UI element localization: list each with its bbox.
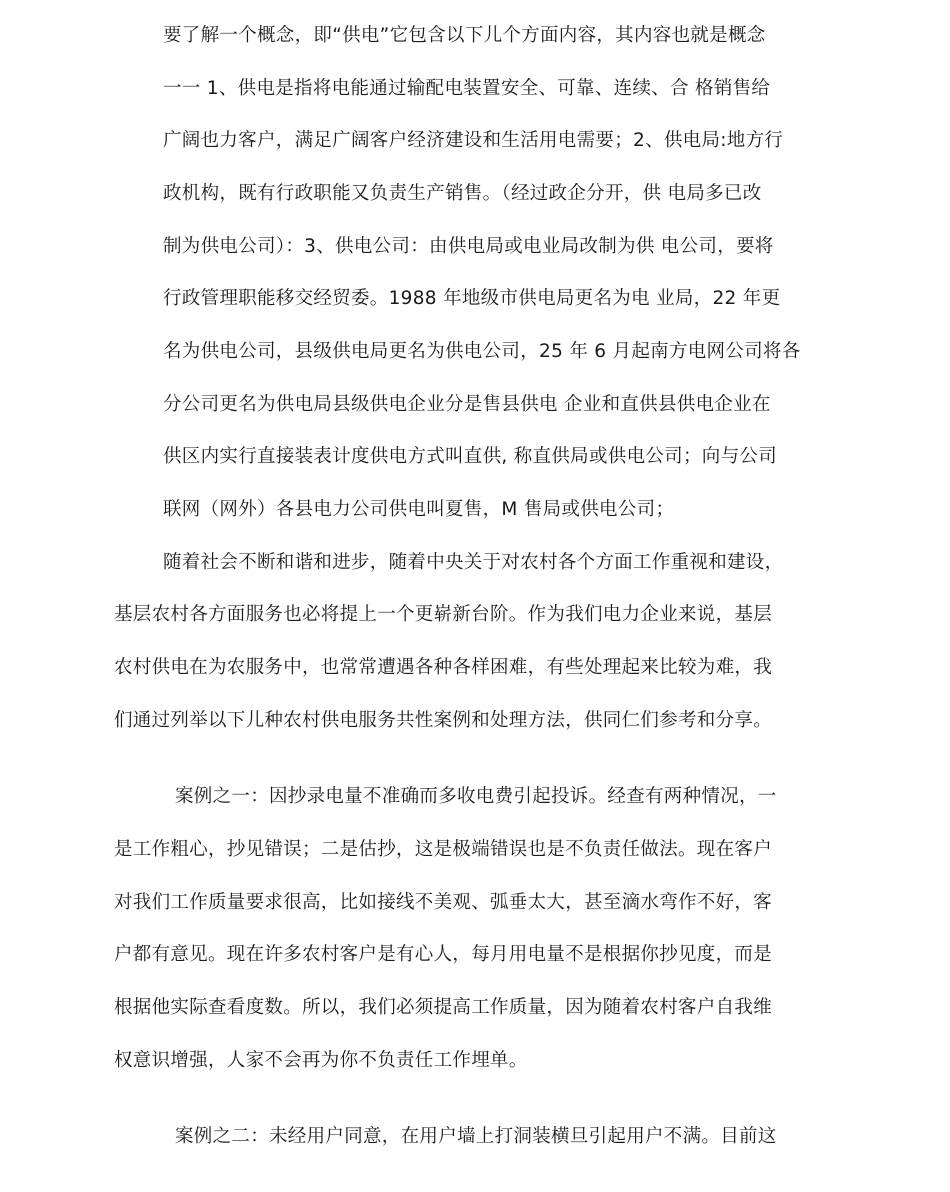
intro-line-9: 供区内实行直接装表计度供电方式叫直供, 称直供局或供电公司；向与公司: [163, 446, 777, 467]
case1-line-3: 对我们工作质量要求很高，比如接线不美观、弧垂太大，甚至滴水弯作不好，客: [114, 892, 773, 913]
case1-line-5: 根据他实际查看度数。所以，我们必须提高工作质量，因为随着农村客户自我维: [114, 997, 773, 1018]
intro-line-5: 制为供电公司）：3、供电公司：由供电局或电业局改制为供 电公司，要将: [163, 236, 774, 257]
case1-line-1: 案例之一：因抄录电量不准确而多收电费引起投诉。经查有两种情况，一: [175, 786, 777, 807]
para2-line-4: 们通过列举以下儿种农村供电服务共性案例和处理方法，供同仁们参考和分享。: [114, 710, 773, 731]
intro-line-6: 行政管理职能移交经贸委。1988 年地级市供电局更名为电 业局，22 年更: [163, 288, 781, 309]
intro-line-3: 广阔也力客户，满足广阔客户经济建设和生活用电需要；2、供电局:地方行: [163, 130, 784, 151]
case1-line-2: 是工作粗心，抄见错误；二是估抄，这是极端错误也是不负责任做法。现在客户: [114, 839, 773, 860]
intro-line-8: 分公司更名为供电局县级供电企业分是售县供电 企业和直供县供电企业在: [163, 394, 771, 415]
intro-line-1: 要了解一个概念，即“供电”它包含以下儿个方面内容，其内容也就是概念: [163, 25, 766, 46]
para2-line-3: 农村供电在为农服务中，也常常遭遇各种各样困难，有些处理起来比较为难，我: [114, 657, 773, 678]
intro-line-2: 一一 1、供电是指将电能通过输配电装置安全、可靠、连续、合 格销售给: [163, 78, 771, 99]
case2-line-1: 案例之二：未经用户同意，在用户墙上打洞装横旦引起用户不满。目前这: [175, 1126, 777, 1147]
intro-line-7: 名为供电公司，县级供电局更名为供电公司，25 年 6 月起南方电网公司将各: [163, 341, 801, 362]
intro-line-4: 政机构，既有行政职能又负责生产销售。（经过政企分开，供 电局多已改: [163, 183, 762, 204]
case1-line-4: 户都有意见。现在许多农村客户是有心人，每月用电量不是根据你抄见度，而是: [114, 944, 773, 965]
para2-line-1: 随着社会不断和谐和进步，随着中央关于对农村各个方面工作重视和建设，: [163, 552, 784, 573]
intro-line-10: 联网（网外）各县电力公司供电叫夏售，M 售局或供电公司；: [163, 499, 675, 520]
para2-line-2: 基层农村各方面服务也必将提上一个更崭新台阶。作为我们电力企业来说，基层: [114, 604, 773, 625]
case1-line-6: 权意识增强，人家不会再为你不负责任工作埋单。: [114, 1050, 528, 1071]
